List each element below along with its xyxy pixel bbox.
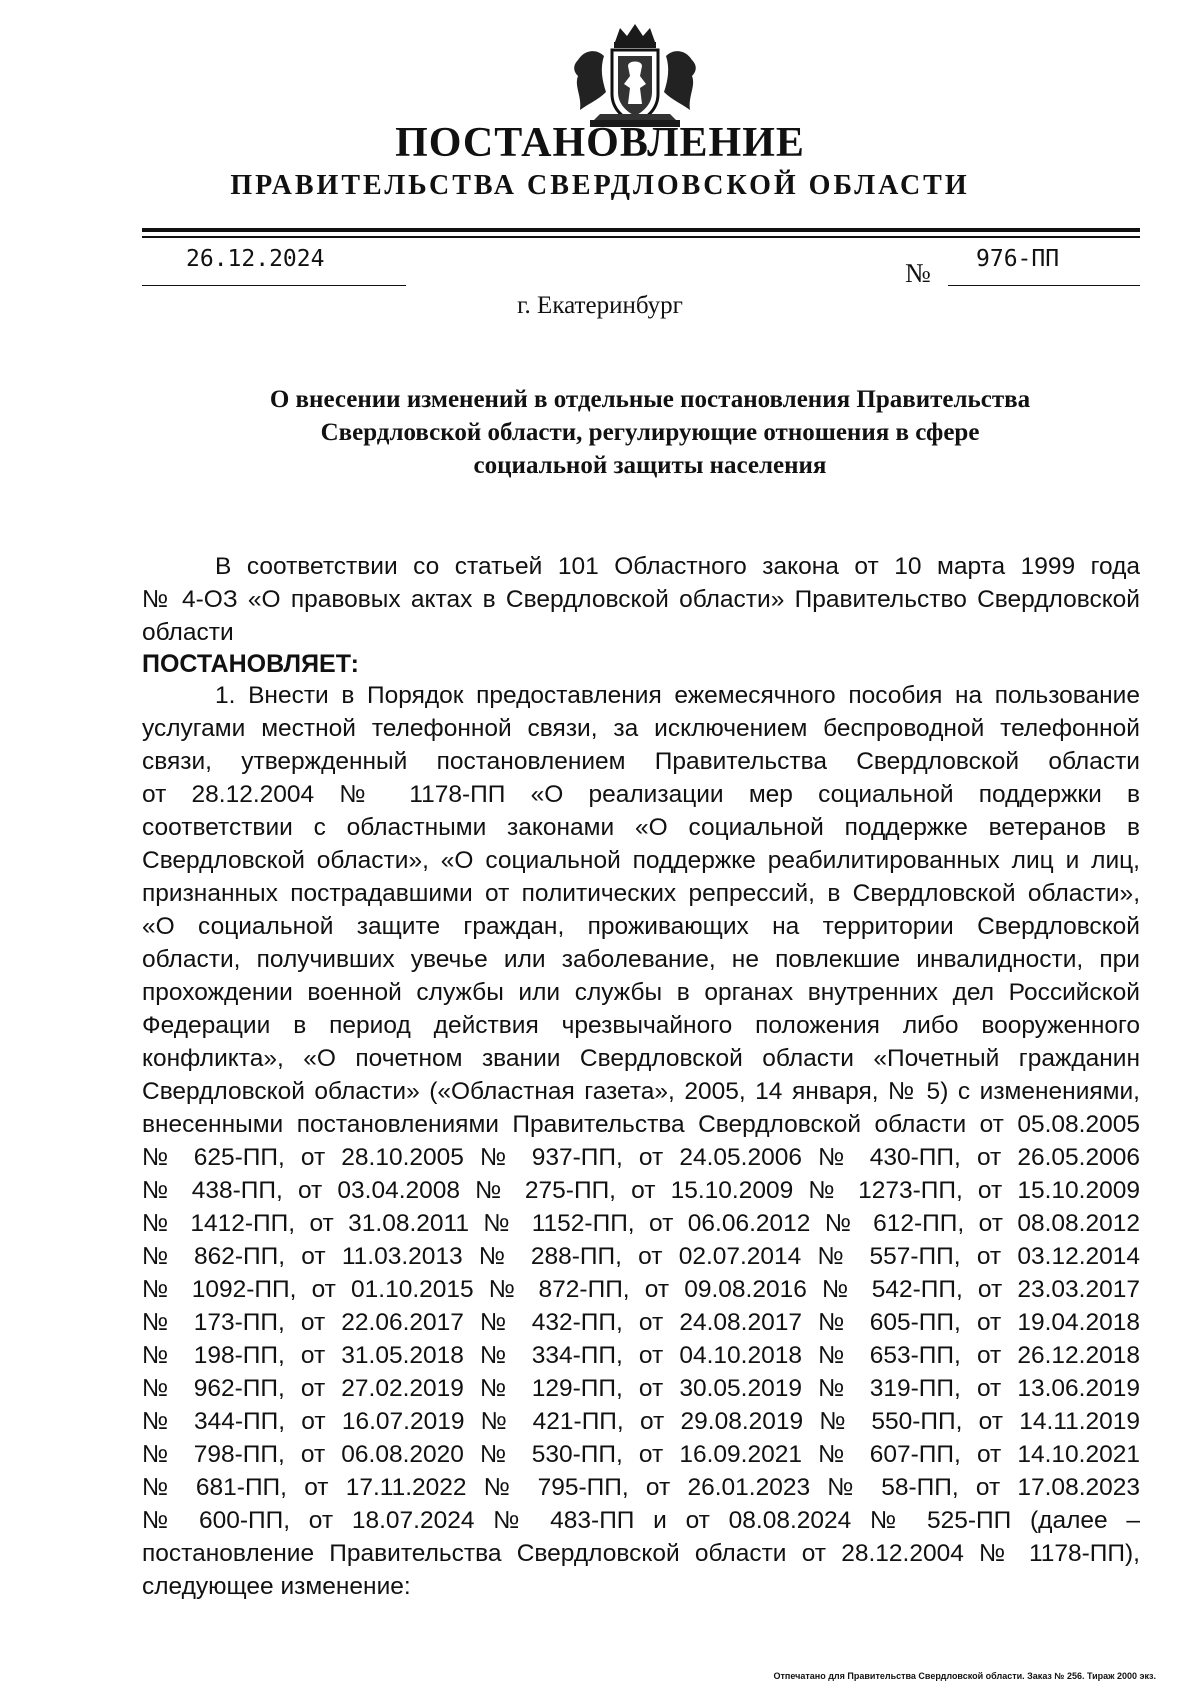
title-line: Свердловской области, регулирующие отношения в сфере bbox=[320, 419, 980, 446]
preamble-paragraph bbox=[142, 550, 1140, 649]
number-sign: № bbox=[905, 258, 931, 288]
print-footer: Отпечатано для Правительства Свердловской области. Заказ № 256. Тираж 2000 экз. bbox=[773, 1671, 1156, 1681]
issuer-heading: ПРАВИТЕЛЬСТВА СВЕРДЛОВСКОЙ ОБЛАСТИ bbox=[230, 170, 970, 201]
text-line: «О социальной защите граждан, проживающих на территории Свердловской bbox=[142, 913, 1140, 940]
text-line: № 1412-ПП, от 31.08.2011 № 1152-ПП, от 06.06.2012 № 612-ПП, от 08.08.2012 bbox=[142, 1210, 1140, 1237]
text-line: области, получивших увечье или заболевание, не повлекшие инвалидности, при bbox=[142, 946, 1140, 973]
text-line: № 198-ПП, от 31.05.2018 № 334-ПП, от 04.10.2018 № 653-ПП, от 26.12.2018 bbox=[142, 1342, 1140, 1369]
text-line: № 962-ПП, от 27.02.2019 № 129-ПП, от 30.05.2019 № 319-ПП, от 13.06.2019 bbox=[142, 1375, 1140, 1402]
text-line: следующее изменение: bbox=[142, 1573, 411, 1600]
title-line: О внесении изменений в отдельные постановления Правительства bbox=[269, 386, 1031, 413]
text-line: № 344-ПП, от 16.07.2019 № 421-ПП, от 29.08.2019 № 550-ПП, от 14.11.2019 bbox=[142, 1408, 1140, 1435]
issue-city: г. Екатеринбург bbox=[517, 292, 683, 319]
text-line: № 4-ОЗ «О правовых актах в Свердловской области» Правительство Свердловской bbox=[142, 586, 1140, 613]
text-line: № 625-ПП, от 28.10.2005 № 937-ПП, от 24.05.2006 № 430-ПП, от 26.05.2006 bbox=[142, 1144, 1140, 1171]
text-line: № 173-ПП, от 22.06.2017 № 432-ПП, от 24.08.2017 № 605-ПП, от 19.04.2018 bbox=[142, 1309, 1140, 1336]
decree-word: ПОСТАНОВЛЯЕТ: bbox=[142, 650, 359, 678]
text-line: от 28.12.2004 № 1178-ПП «О реализации мер социальной поддержки в bbox=[142, 781, 1140, 808]
text-line: № 1092-ПП, от 01.10.2015 № 872-ПП, от 09.08.2016 № 542-ПП, от 23.03.2017 bbox=[142, 1276, 1140, 1303]
coat-of-arms-icon bbox=[570, 20, 700, 132]
text-line: 1. Внести в Порядок предоставления ежемесячного пособия на пользование bbox=[215, 682, 1140, 709]
header-rule-thick bbox=[142, 228, 1140, 232]
text-line: Свердловской области», «О социальной поддержке реабилитированных лиц и лиц, bbox=[142, 847, 1140, 874]
text-line: признанных пострадавшими от политических репрессий, в Свердловской области», bbox=[142, 880, 1140, 907]
number-underline bbox=[948, 285, 1140, 286]
text-line: услугами местной телефонной связи, за исключением беспроводной телефонной bbox=[142, 715, 1140, 742]
text-line: Свердловской области» («Областная газета», 2005, 14 января, № 5) с изменениями, bbox=[142, 1078, 1140, 1105]
text-line: конфликта», «О почетном звании Свердловской области «Почетный гражданин bbox=[142, 1045, 1140, 1072]
text-line: № 438-ПП, от 03.04.2008 № 275-ПП, от 15.10.2009 № 1273-ПП, от 15.10.2009 bbox=[142, 1177, 1140, 1204]
document-number: 976-ПП bbox=[976, 246, 1060, 272]
text-line: Федерации в период действия чрезвычайного положения либо вооруженного bbox=[142, 1012, 1140, 1039]
text-line: соответствии с областными законами «О социальной поддержке ветеранов в bbox=[142, 814, 1140, 841]
title-line: социальной защиты населения bbox=[473, 452, 827, 479]
document-title bbox=[150, 383, 1150, 482]
header-rule-thin bbox=[142, 236, 1140, 238]
document-type-heading: ПОСТАНОВЛЕНИЕ bbox=[395, 120, 805, 166]
text-line: внесенными постановлениями Правительства Свердловской области от 05.08.2005 bbox=[142, 1111, 1140, 1138]
text-line: № 681-ПП, от 17.11.2022 № 795-ПП, от 26.01.2023 № 58-ПП, от 17.08.2023 bbox=[142, 1474, 1140, 1501]
text-line: № 862-ПП, от 11.03.2013 № 288-ПП, от 02.07.2014 № 557-ПП, от 03.12.2014 bbox=[142, 1243, 1140, 1270]
text-line: В соответствии со статьей 101 Областного закона от 10 марта 1999 года bbox=[215, 553, 1140, 580]
text-line: прохождении военной службы или службы в органах внутренних дел Российской bbox=[142, 979, 1140, 1006]
text-line: постановление Правительства Свердловской области от 28.12.2004 № 1178-ПП), bbox=[142, 1540, 1140, 1567]
text-line: связи, утвержденный постановлением Правительства Свердловской области bbox=[142, 748, 1140, 775]
text-line: № 798-ПП, от 06.08.2020 № 530-ПП, от 16.09.2021 № 607-ПП, от 14.10.2021 bbox=[142, 1441, 1140, 1468]
date-underline bbox=[142, 285, 406, 286]
document-date: 26.12.2024 bbox=[186, 246, 325, 272]
text-line: № 600-ПП, от 18.07.2024 № 483-ПП и от 08.08.2024 № 525-ПП (далее – bbox=[142, 1507, 1140, 1534]
item-1-paragraph bbox=[142, 679, 1140, 1603]
text-line: области bbox=[142, 619, 234, 646]
